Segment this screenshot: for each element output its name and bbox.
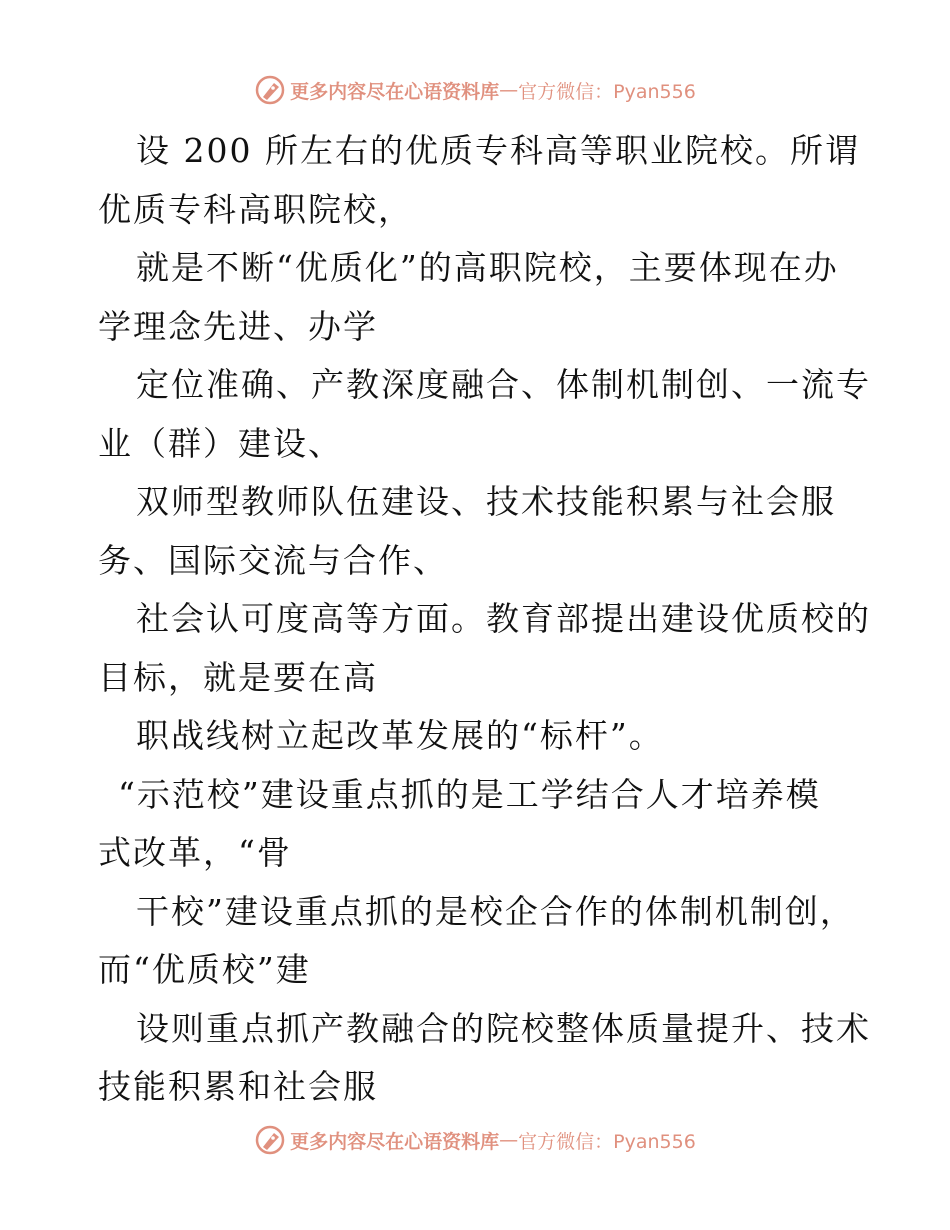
body-line: 优质专科高职院校，	[98, 189, 413, 229]
body-line: 业（群）建设、	[98, 423, 343, 463]
banner-dash: —	[499, 1129, 519, 1151]
body-line: 学理念先进、办学	[98, 306, 378, 346]
document-body	[98, 122, 871, 1117]
header-watermark-banner	[0, 70, 950, 110]
body-line: 定位准确、产教深度融合、体制机制创、一流专	[136, 365, 871, 404]
body-line: 设则重点抓产教融合的院校整体质量提升、技术	[136, 1008, 871, 1048]
pen-nib-logo-icon	[254, 1124, 286, 1156]
body-line: 双师型教师队伍建设、技术技能积累与社会服	[136, 482, 836, 521]
footer-watermark-banner	[0, 1120, 950, 1160]
body-line: 式改革，“骨	[98, 833, 292, 872]
banner-wechat-text: 官方微信：Pyan556	[518, 1130, 696, 1153]
body-line: 务、国际交流与合作、	[98, 540, 448, 580]
banner-dash: —	[499, 79, 519, 101]
body-line: 技能积累和社会服	[98, 1067, 378, 1106]
pen-nib-logo-icon	[254, 74, 286, 106]
banner-main-text: 更多内容尽在心语资料库	[290, 1130, 500, 1153]
body-line: 而“优质校”建	[98, 950, 311, 989]
banner-wechat-text: 官方微信：Pyan556	[518, 80, 696, 103]
body-line: “示范校”建设重点抓的是工学结合人才培养模	[118, 774, 821, 814]
body-line: 设 200 所左右的优质专科高等职业院校。所谓	[136, 131, 860, 170]
body-line: 社会认可度高等方面。教育部提出建设优质校的	[136, 599, 871, 638]
body-line: 职战线树立起改革发展的“标杆”。	[136, 716, 664, 755]
body-line: 就是不断“优质化”的高职院校，主要体现在办	[136, 248, 839, 287]
body-line: 目标，就是要在高	[98, 657, 378, 697]
body-line: 干校”建设重点抓的是校企合作的体制机制创，	[136, 891, 855, 931]
banner-main-text: 更多内容尽在心语资料库	[290, 80, 500, 103]
